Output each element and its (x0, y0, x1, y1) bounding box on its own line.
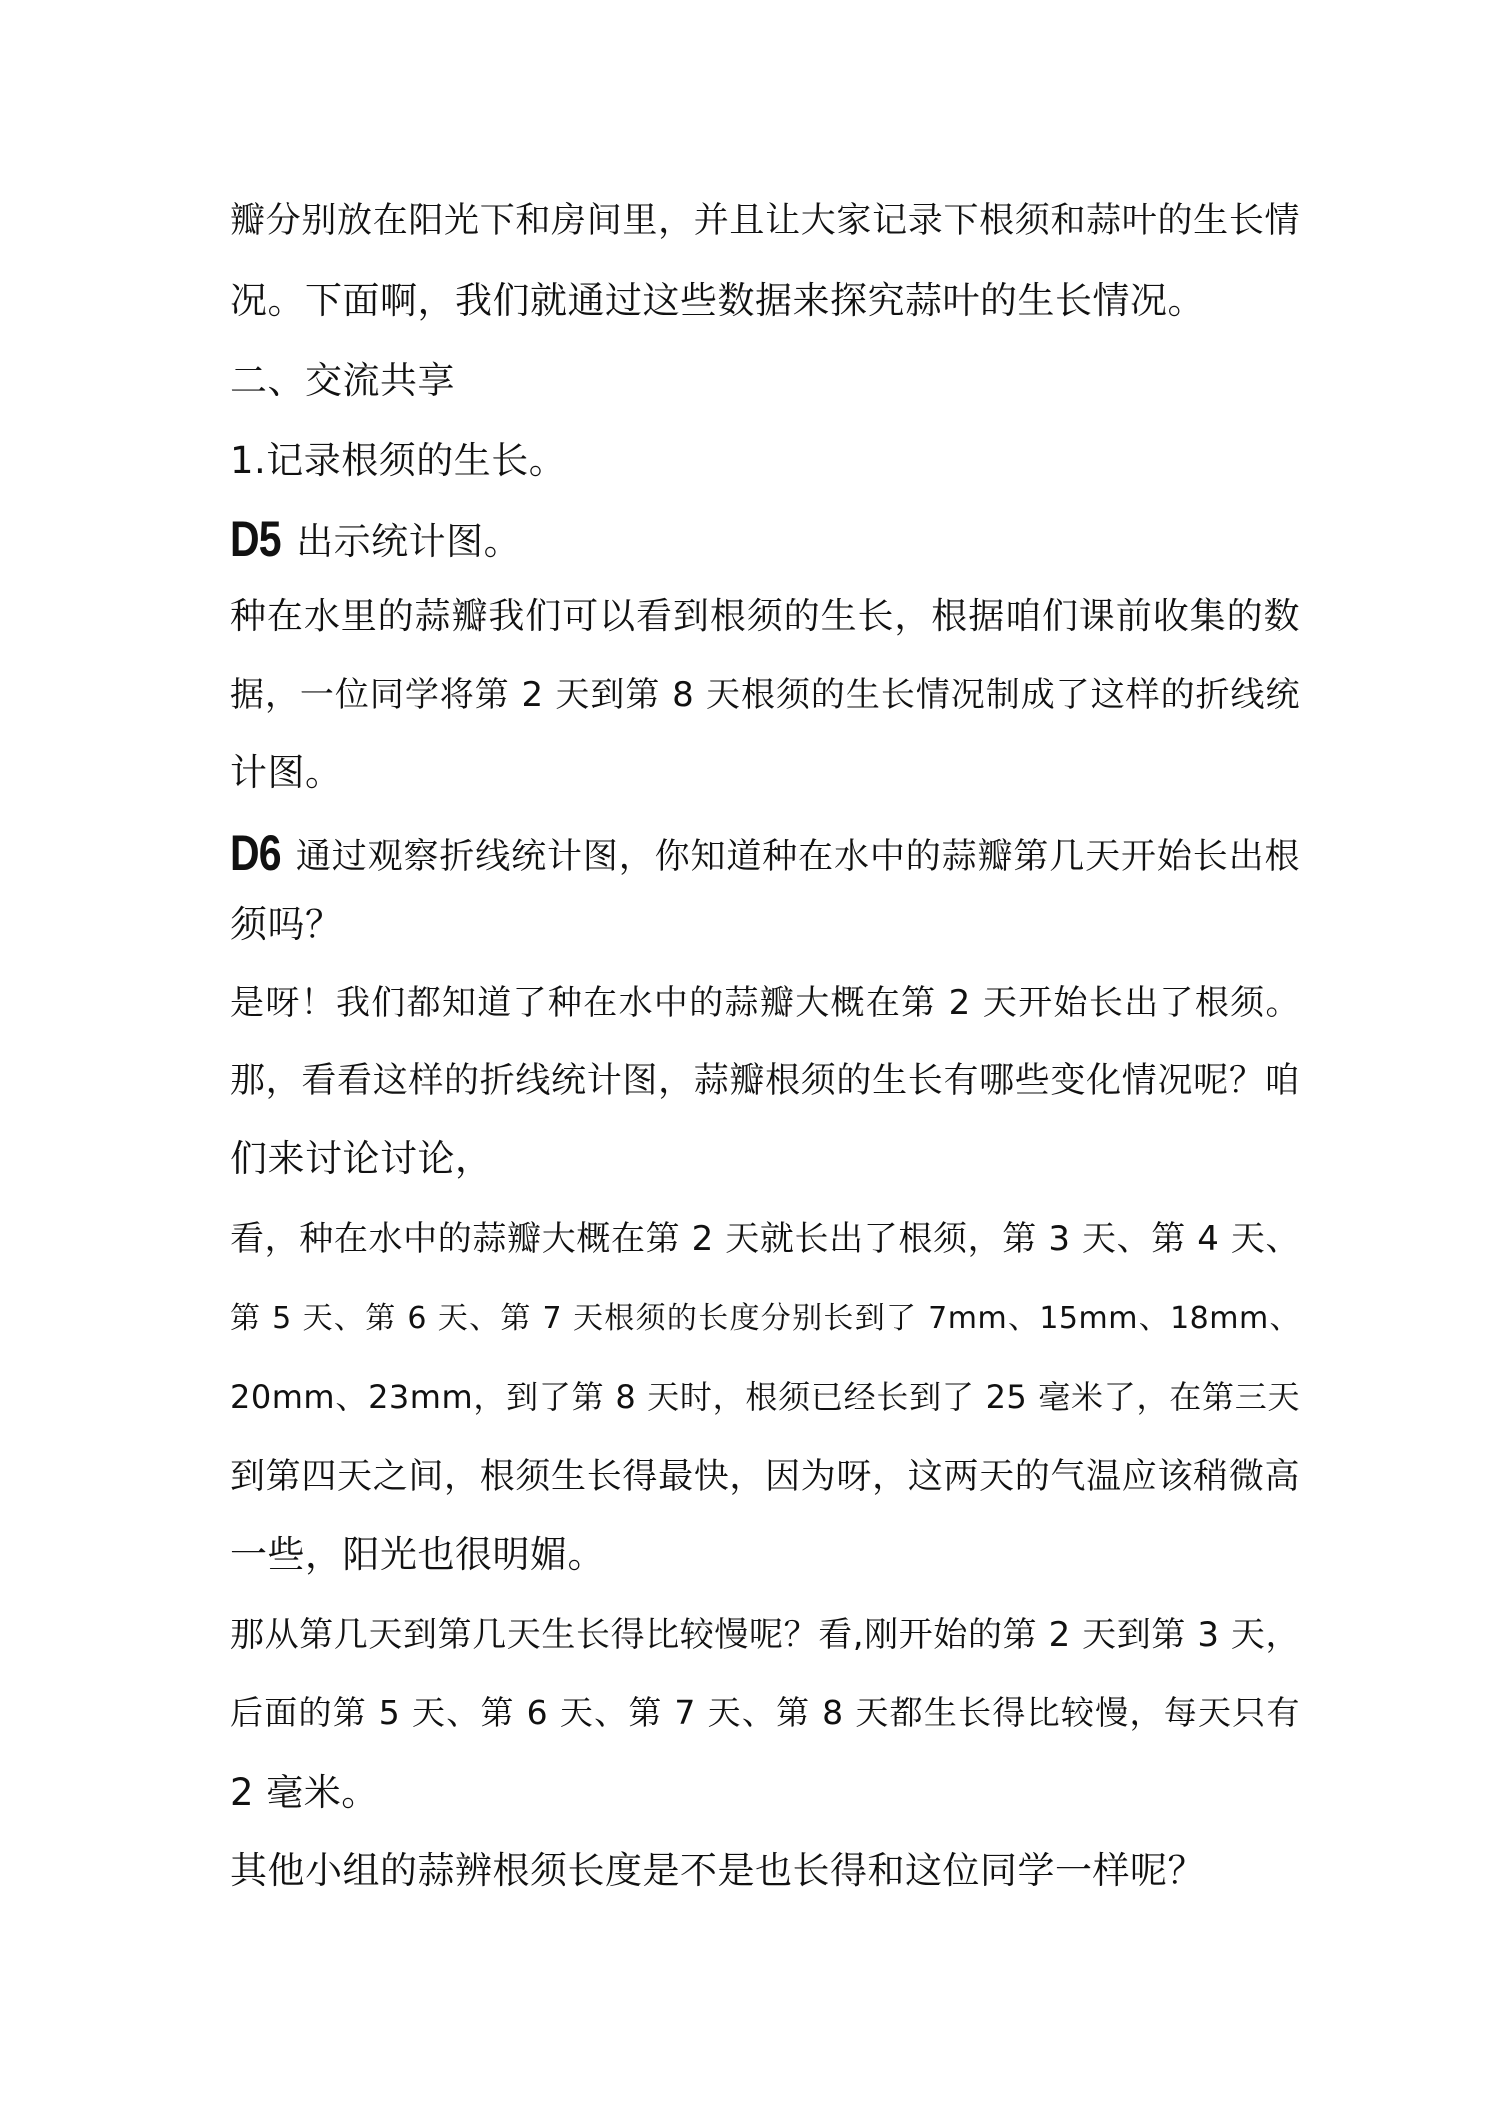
text-line: 一些，阳光也很明媚。 (230, 1533, 605, 1576)
text-line: 须吗？ (230, 903, 343, 946)
section-heading: 二、交流共享 (230, 359, 455, 402)
slide-cue-text: 出示统计图。 (296, 520, 522, 563)
text-line: 是呀！我们都知道了种在水中的蒜瓣大概在第 2 天开始长出了根须。 (230, 983, 1300, 1023)
text-line: 计图。 (230, 751, 343, 794)
text-line: 后面的第 5 天、第 6 天、第 7 天、第 8 天都生长得比较慢，每天只有 (230, 1693, 1300, 1732)
text-line: 其他小组的蒜辨根须长度是不是也长得和这位同学一样呢？ (230, 1849, 1205, 1892)
slide-tag: D6 (230, 825, 281, 881)
text-line: 20mm、23mm，到了第 8 天时，根须已经长到了 25 毫米了，在第三天 (230, 1378, 1300, 1416)
text-line: 到第四天之间，根须生长得最快，因为呀，这两天的气温应该稍微高 (230, 1457, 1300, 1497)
text-line: 2 毫米。 (230, 1771, 379, 1814)
text-line: 第 5 天、第 6 天、第 7 天根须的长度分别长到了 7mm、15mm、18mm、 (230, 1301, 1300, 1336)
text-line: 据，一位同学将第 2 天到第 8 天根须的生长情况制成了这样的折线统 (230, 675, 1300, 715)
slide-cue-text: 通过观察折线统计图，你知道种在水中的蒜瓣第几天开始长出根 (295, 837, 1300, 877)
subsection-heading: 1.记录根须的生长。 (230, 439, 567, 482)
slide-tag: D5 (230, 511, 281, 567)
slide-cue-d5 (230, 511, 1300, 567)
text-line: 们来讨论讨论， (230, 1137, 493, 1180)
text-line: 那从第几天到第几天生长得比较慢呢？看,刚开始的第 2 天到第 3 天， (230, 1615, 1300, 1655)
text-line: 种在水里的蒜瓣我们可以看到根须的生长，根据咱们课前收集的数 (230, 596, 1300, 637)
text-line: 况。下面啊，我们就通过这些数据来探究蒜叶的生长情况。 (230, 279, 1205, 322)
text-line: 瓣分别放在阳光下和房间里，并且让大家记录下根须和蒜叶的生长情 (230, 201, 1300, 241)
slide-cue-d6 (230, 825, 1300, 881)
text-line: 那，看看这样的折线统计图，蒜瓣根须的生长有哪些变化情况呢？咱 (230, 1061, 1300, 1101)
text-line: 看，种在水中的蒜瓣大概在第 2 天就长出了根须，第 3 天、第 4 天、 (230, 1219, 1300, 1259)
